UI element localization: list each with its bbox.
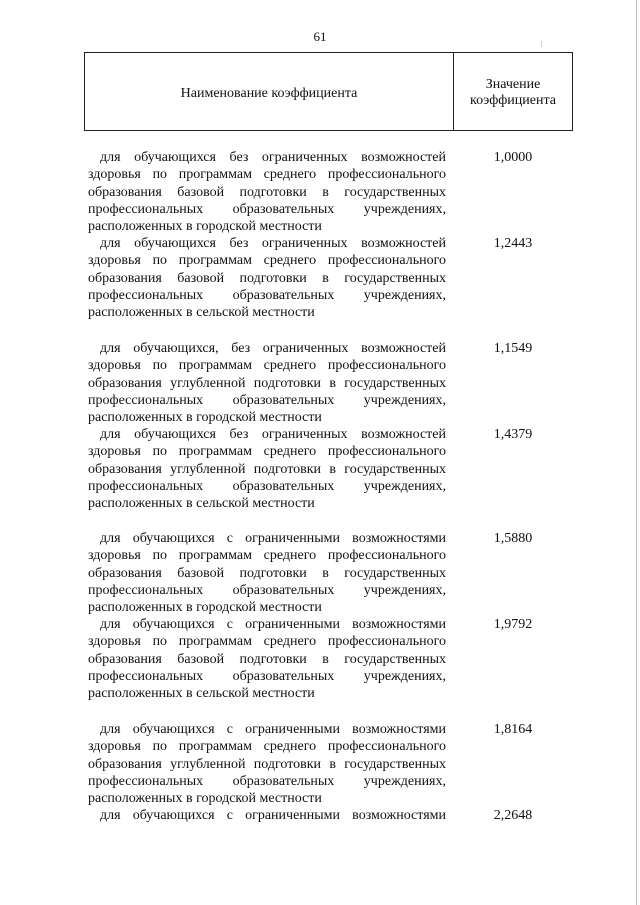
column-header-value-line1: Значение — [485, 76, 541, 92]
coefficient-value: 1,5880 — [493, 531, 533, 546]
column-header-name: Наименование коэффициента — [85, 53, 454, 130]
column-header-value-line2: коэффициента — [470, 92, 556, 108]
coefficient-value: 2,2648 — [493, 808, 533, 823]
table-header — [84, 52, 573, 131]
coefficient-name: для обучающихся без ограниченных возможностей здоровья по программам среднего профессионального образования базовой подготовки в государственных профессиональных образовательных учреждениях, расположенных в городской местности — [88, 150, 446, 235]
coefficient-name: для обучающихся без ограниченных возможностей здоровья по программам среднего профессионального образования базовой подготовки в государственных профессиональных образовательных учреждениях, расположенных в сельской местности — [88, 236, 446, 321]
table-row — [88, 616, 558, 702]
table-row — [88, 426, 558, 512]
coefficient-name: для обучающихся с ограниченными возможностями здоровья по программам среднего профессионального образования углубленной подготовки в государственных профессиональных образовательных учреждениях, расположенных в городской местности — [88, 722, 446, 807]
column-header-value — [454, 53, 572, 130]
table-row — [88, 340, 558, 426]
coefficient-value: 1,8164 — [493, 722, 533, 737]
coefficient-name: для обучающихся с ограниченными возможностями — [100, 808, 446, 823]
scan-mark — [541, 41, 542, 47]
page-number: 61 — [313, 29, 327, 44]
coefficient-name: для обучающихся с ограниченными возможностями здоровья по программам среднего профессионального образования базовой подготовки в государственных профессиональных образовательных учреждениях, расположенных в сельской местности — [88, 617, 446, 702]
page-edge-line — [636, 0, 637, 905]
table-row — [88, 235, 558, 321]
coefficient-value: 1,0000 — [493, 150, 533, 165]
table-row — [88, 149, 558, 235]
coefficient-name: для обучающихся с ограниченными возможностями здоровья по программам среднего профессионального образования базовой подготовки в государственных профессиональных образовательных учреждениях, расположенных в городской местности — [88, 531, 446, 616]
coefficient-name: для обучающихся без ограниченных возможностей здоровья по программам среднего профессионального образования углубленной подготовки в государственных профессиональных образовательных учреждениях, расположенных в сельской местности — [88, 427, 446, 512]
table-row — [88, 721, 558, 807]
coefficient-value: 1,4379 — [493, 427, 533, 442]
coefficient-value: 1,2443 — [493, 236, 533, 251]
coefficient-value: 1,1549 — [493, 341, 533, 356]
table-row — [88, 530, 558, 616]
coefficient-value: 1,9792 — [493, 617, 533, 632]
table-row — [88, 807, 558, 831]
coefficient-name: для обучающихся, без ограниченных возможностей здоровья по программам среднего профессионального образования углубленной подготовки в государственных профессиональных образовательных учреждениях, расположенных в городской местности — [88, 341, 446, 426]
